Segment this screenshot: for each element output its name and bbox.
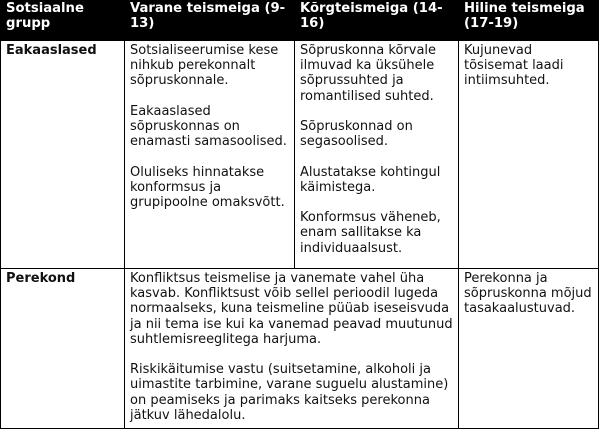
table-row-family: [1, 268, 598, 428]
cell-peers-middle: [295, 41, 459, 268]
cell-peers-early: [125, 41, 295, 268]
table-header-row: [1, 1, 598, 41]
cell-paragraph: Oluliseks hinnatakse konformsus ja grupipoolne omaksvõtt.: [130, 164, 285, 210]
header-social-group: Sotsiaalne grupp: [1, 1, 125, 41]
header-late-adolescence: Hiline teismeiga (17-19): [459, 1, 598, 41]
cell-paragraph: Kujunevad tõsisemat laadi intiimsuhted.: [464, 43, 564, 89]
cell-paragraph: Sõpruskonna kõrvale ilmuvad ka üksühele sõprussuhted ja romantilised suhted.: [300, 43, 437, 104]
header-middle-adolescence: Kõrgteismeiga (14-16): [295, 1, 459, 41]
cell-paragraph: Sotsialiseerumise kese nihkub perekonnalt sõpruskonnale.: [130, 43, 279, 89]
header-early-adolescence: Varane teismeiga (9-13): [125, 1, 295, 41]
cell-paragraph: Konformsus väheneb, enam sallitakse ka individuaalsust.: [300, 210, 441, 256]
cell-paragraph: Perekonna ja sõpruskonna mõjud tasakaalustuvad.: [464, 271, 592, 317]
row-label-family: Perekond: [1, 269, 125, 428]
cell-paragraph: Konfliktsus teismelise ja vanemate vahel üha kasvab. Konfliktsust võib sellel perioodil lugeda normaalseks, kuna teismeline püüab iseseisvuda ja nii tema ise kui ka vanemad peavad muutunud suhtlemisreeglitega harjuma.: [130, 271, 453, 347]
cell-family-early-middle: [125, 269, 459, 428]
cell-family-late: [459, 269, 598, 428]
cell-paragraph: Eakaaslased sõpruskonnas on enamasti samasoolised.: [130, 103, 287, 150]
row-label-peers: Eakaaslased: [1, 41, 125, 268]
cell-paragraph: Riskikäitumise vastu (suitsetamine, alkoholi ja uimastite tarbimine, varane suguelu alustamine) on peamiseks ja parimaks kaitseks perekonna jätkuv lähedalolu.: [130, 362, 449, 423]
cell-paragraph: Alustatakse kohtingul käimistega.: [300, 164, 441, 195]
table-row-peers: [1, 41, 598, 268]
cell-peers-late: [459, 41, 598, 268]
cell-paragraph: Sõpruskonnad on segasoolised.: [300, 119, 413, 150]
